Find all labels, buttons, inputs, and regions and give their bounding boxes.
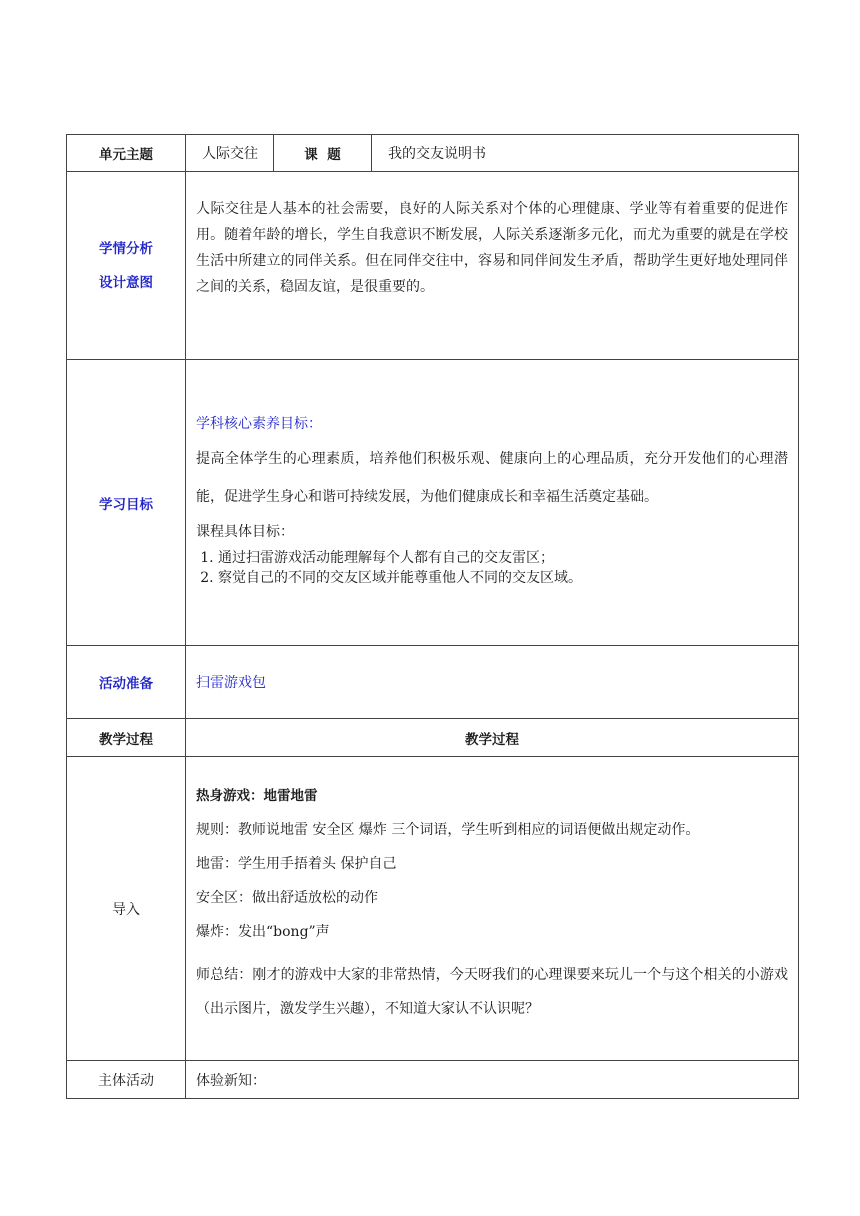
goals-row: [67, 360, 799, 646]
intro-label: 导入: [67, 757, 186, 1061]
intro-mine: 地雷：学生用手捂着头 保护自己: [196, 855, 397, 872]
analysis-text: 人际交往是人基本的社会需要，良好的人际关系对个体的心理健康、学业等有着重要的促进作用。随着年龄的增长，学生自我意识不断发展，人际关系逐渐多元化，而尤为重要的就是在学校生活中所建立的同伴关系。但在同伴交往中，容易和同伴间发生矛盾，帮助学生更好地处理同伴之间的关系，稳固友谊，是很重要的。: [196, 200, 788, 295]
analysis-label-line2: 设计意图: [99, 274, 153, 291]
prep-label: 活动准备: [67, 646, 186, 719]
main-activity-row: [67, 1061, 799, 1099]
intro-explode: 爆炸：发出“bong”声: [196, 923, 330, 940]
intro-safe: 安全区：做出舒适放松的动作: [196, 889, 378, 906]
analysis-label-line1: 学情分析: [99, 240, 153, 257]
intro-summary: 师总结：刚才的游戏中大家的非常热情，今天呀我们的心理课要来玩儿一个与这个相关的小游戏（出示图片，激发学生兴趣），不知道大家认不认识呢？: [196, 966, 788, 1017]
process-heading: 教学过程: [186, 719, 799, 757]
goals-label: 学习目标: [67, 360, 186, 646]
specific-goals-list: [196, 548, 788, 588]
main-activity-value: 体验新知：: [186, 1061, 799, 1099]
intro-title: 热身游戏：地雷地雷: [196, 787, 318, 804]
core-goals-text: 提高全体学生的心理素质，培养他们积极乐观、健康向上的心理品质，充分开发他们的心理潜能，促进学生身心和谐可持续发展，为他们健康成长和幸福生活奠定基础。: [196, 450, 788, 505]
unit-label: 单元主题: [67, 135, 186, 172]
prep-row: [67, 646, 799, 719]
process-row: [67, 719, 799, 757]
specific-goal-item: 1. 通过扫雷游戏活动能理解每个人都有自己的交友雷区；: [218, 548, 788, 568]
unit-value: 人际交往: [186, 135, 274, 172]
intro-rule: 规则：教师说地雷 安全区 爆炸 三个词语，学生听到相应的词语便做出规定动作。: [196, 821, 700, 838]
specific-goals-heading: 课程具体目标：: [196, 523, 294, 540]
process-label: 教学过程: [67, 719, 186, 757]
topic-label: 课 题: [274, 135, 372, 172]
core-goals-heading: 学科核心素养目标：: [196, 415, 322, 432]
intro-row: [67, 757, 799, 1061]
analysis-row: [67, 172, 799, 360]
header-row: [67, 135, 799, 172]
analysis-label: [67, 172, 186, 360]
lesson-plan-table: [66, 134, 799, 1099]
topic-value: 我的交友说明书: [372, 135, 799, 172]
prep-value: 扫雷游戏包: [186, 646, 799, 719]
main-activity-label: 主体活动: [67, 1061, 186, 1099]
specific-goal-item: 2. 察觉自己的不同的交友区域并能尊重他人不同的交友区域。: [218, 568, 788, 588]
